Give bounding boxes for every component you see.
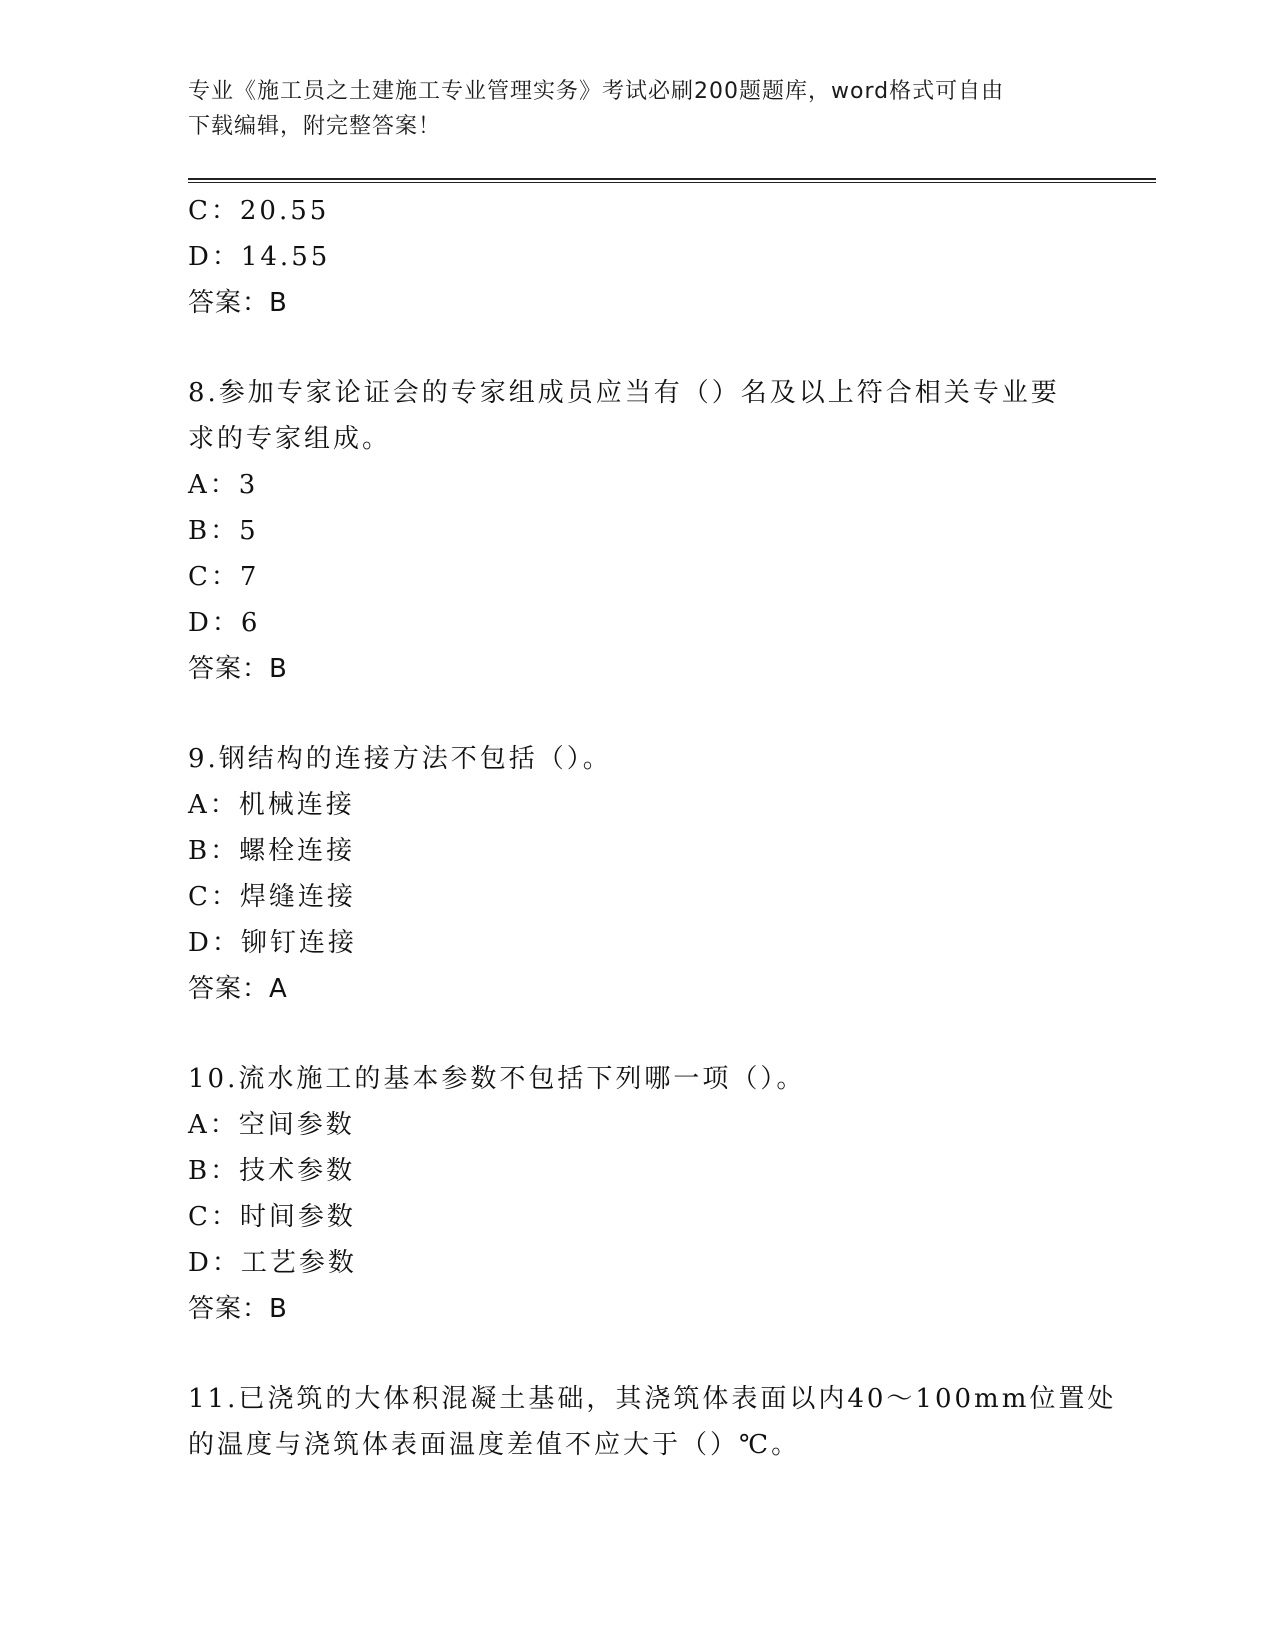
question-stem-cont: 的温度与浇筑体表面温度差值不应大于（）℃。: [188, 1430, 801, 1460]
question-8: [188, 370, 1088, 692]
question-stem: 10.流水施工的基本参数不包括下列哪一项（）。: [188, 1064, 806, 1094]
option-d: D：铆钉连接: [188, 928, 357, 958]
question-stem: 8.参加专家论证会的专家组成员应当有（）名及以上符合相关专业要: [188, 378, 1060, 408]
question-list: [188, 188, 1117, 1468]
option-b: B：5: [188, 516, 259, 546]
option-d: D：工艺参数: [188, 1248, 357, 1278]
option-a: A：机械连接: [188, 790, 355, 820]
header-divider-thin: [188, 182, 1156, 183]
option-b: B：螺栓连接: [188, 836, 356, 866]
option-c: C：时间参数: [188, 1202, 356, 1232]
question-7-tail: [188, 188, 1088, 326]
header-line-2: 下载编辑，附完整答案！: [188, 114, 442, 139]
option-c: C：7: [188, 562, 260, 592]
question-10: [188, 1056, 1088, 1332]
option-b: B：技术参数: [188, 1156, 356, 1186]
answer-line: 答案：B: [188, 288, 288, 318]
option-a: A：3: [188, 470, 259, 500]
answer-line: 答案：B: [188, 1294, 288, 1324]
answer-line: 答案：A: [188, 974, 288, 1004]
header-line-1: 专业《施工员之土建施工专业管理实务》考试必刷200题题库，word格式可自由: [188, 79, 1005, 104]
option-d: D：6: [188, 608, 261, 638]
question-stem: 11.已浇筑的大体积混凝土基础，其浇筑体表面以内40～100mm位置处: [188, 1384, 1117, 1414]
header-divider: [188, 178, 1156, 180]
question-9: [188, 736, 1088, 1012]
document-header: [188, 74, 1088, 144]
question-stem-cont: 求的专家组成。: [188, 424, 392, 454]
answer-line: 答案：B: [188, 654, 288, 684]
question-11: [188, 1376, 1117, 1468]
option-a: A：空间参数: [188, 1110, 355, 1140]
option-d: D：14.55: [188, 242, 331, 272]
question-stem: 9.钢结构的连接方法不包括（）。: [188, 744, 612, 774]
option-c: C：焊缝连接: [188, 882, 356, 912]
option-c: C：20.55: [188, 196, 330, 226]
